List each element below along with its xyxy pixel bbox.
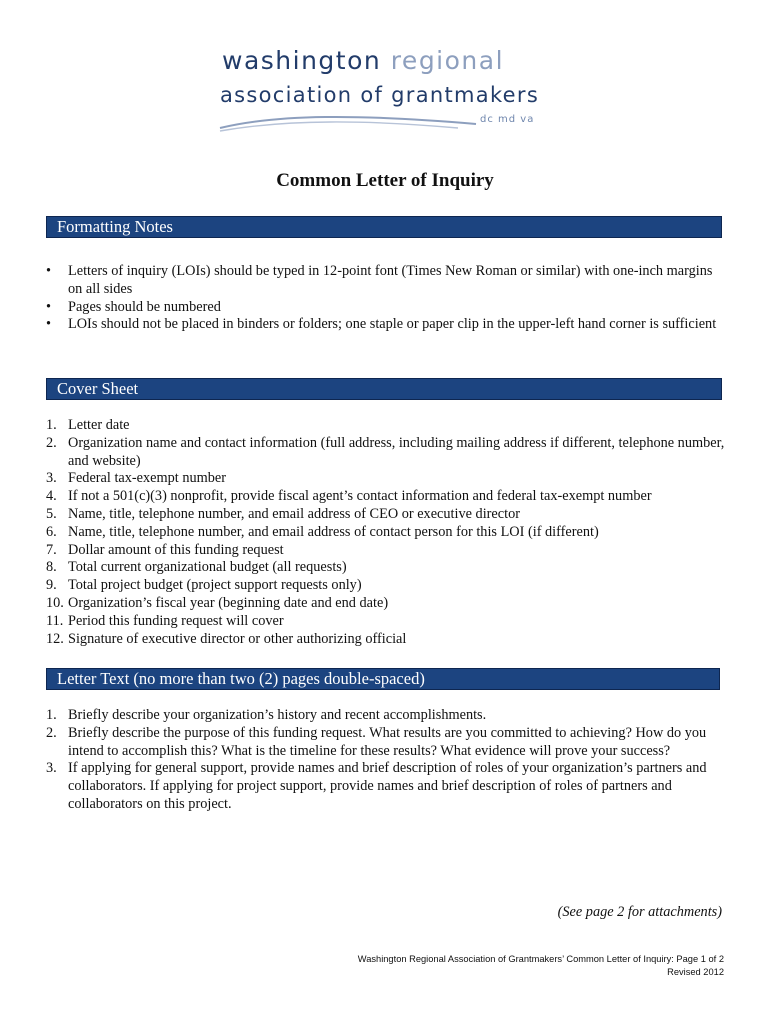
list-item-text: Letters of inquiry (LOIs) should be typed in 12-point font (Times New Roman or similar) with one-inch margins on all sides — [68, 263, 713, 297]
list-number: 2. — [46, 724, 57, 741]
list-number: 10. — [46, 594, 64, 611]
list-number: 3. — [46, 470, 57, 487]
bullet-icon: • — [46, 316, 52, 333]
list-number: 4. — [46, 488, 57, 505]
list-item — [46, 524, 726, 542]
list-item — [46, 506, 726, 524]
section-header-formatting-notes: Formatting Notes — [46, 216, 722, 238]
letter-text-list — [46, 707, 726, 814]
list-item-text: Total project budget (project support requests only) — [68, 577, 362, 594]
list-number: 7. — [46, 541, 57, 558]
list-item-text: Federal tax-exempt number — [68, 470, 226, 487]
page-footer — [358, 953, 724, 979]
list-number: 3. — [46, 760, 57, 777]
logo-word-washington: washington — [222, 46, 382, 75]
list-item-text: Organization name and contact information (full address, including mailing address if different, telephone number, and website) — [68, 434, 725, 469]
page-title: Common Letter of Inquiry — [276, 170, 494, 191]
logo-word-regional: regional — [390, 46, 505, 75]
list-item — [46, 707, 726, 725]
list-item — [46, 417, 726, 435]
list-item-text: Total current organizational budget (all requests) — [68, 559, 347, 576]
formatting-notes-list — [46, 263, 726, 334]
list-item — [46, 577, 726, 595]
list-item — [46, 263, 726, 299]
logo-tagline: dc md va — [480, 114, 535, 125]
list-item-text: Name, title, telephone number, and email address of CEO or executive director — [68, 505, 520, 522]
list-number: 9. — [46, 577, 57, 594]
list-item — [46, 559, 726, 577]
list-item-text: Letter date — [68, 417, 130, 433]
list-number: 6. — [46, 523, 57, 540]
cover-sheet-list — [46, 417, 726, 648]
list-item — [46, 760, 726, 813]
see-page-note: (See page 2 for attachments) — [557, 904, 722, 920]
list-number: 11. — [46, 612, 64, 629]
list-item-text: Pages should be numbered — [68, 298, 221, 315]
list-item — [46, 316, 726, 334]
list-item — [46, 542, 726, 560]
list-item-text: Organization’s fiscal year (beginning date and end date) — [68, 594, 389, 611]
list-item-text: Period this funding request will cover — [68, 612, 284, 629]
list-number: 8. — [46, 559, 57, 576]
list-item-text: Briefly describe your organization’s history and recent accomplishments. — [68, 707, 487, 723]
list-number: 1. — [46, 707, 57, 723]
list-number: 2. — [46, 434, 57, 451]
list-number: 12. — [46, 630, 64, 647]
list-item — [46, 725, 726, 761]
list-item — [46, 613, 726, 631]
list-item-text: Name, title, telephone number, and email address of contact person for this LOI (if different) — [68, 523, 599, 540]
wrag-logo — [218, 46, 548, 141]
bullet-icon: • — [46, 298, 52, 315]
logo-wordmark-line2: association of grantmakers — [220, 83, 540, 107]
list-item — [46, 435, 726, 471]
list-item-text: Briefly describe the purpose of this funding request. What results are you committed to achieving? How do you intend to accomplish this? What is the timeline for these results? What evidence will prove your success? — [68, 724, 707, 759]
footer-revised: Revised 2012 — [667, 967, 724, 977]
list-item-text: Dollar amount of this funding request — [68, 541, 284, 558]
list-number: 5. — [46, 505, 57, 522]
footer-line: Washington Regional Association of Grantmakers’ Common Letter of Inquiry: Page 1 of 2 — [357, 954, 724, 964]
list-item-text: Signature of executive director or other authorizing official — [68, 630, 407, 647]
list-item — [46, 631, 726, 649]
list-number: 1. — [46, 417, 57, 433]
section-header-letter-text: Letter Text (no more than two (2) pages double-spaced) — [46, 668, 720, 690]
list-item-text: If applying for general support, provide names and brief description of roles of your organization’s partners and collaborators. If applying for project support, provide names and brief description of roles of partners and collaborators on this project. — [68, 760, 707, 812]
list-item-text: LOIs should not be placed in binders or folders; one staple or paper clip in the upper-left hand corner is sufficient — [68, 316, 717, 333]
list-item — [46, 488, 726, 506]
logo-swoosh-icon — [218, 112, 478, 136]
list-item — [46, 595, 726, 613]
list-item — [46, 299, 726, 317]
list-item-text: If not a 501(c)(3) nonprofit, provide fiscal agent’s contact information and federal tax-exempt number — [68, 488, 652, 505]
logo-wordmark-line1 — [222, 46, 504, 75]
list-item — [46, 470, 726, 488]
bullet-icon: • — [46, 263, 52, 279]
section-header-cover-sheet: Cover Sheet — [46, 378, 722, 400]
